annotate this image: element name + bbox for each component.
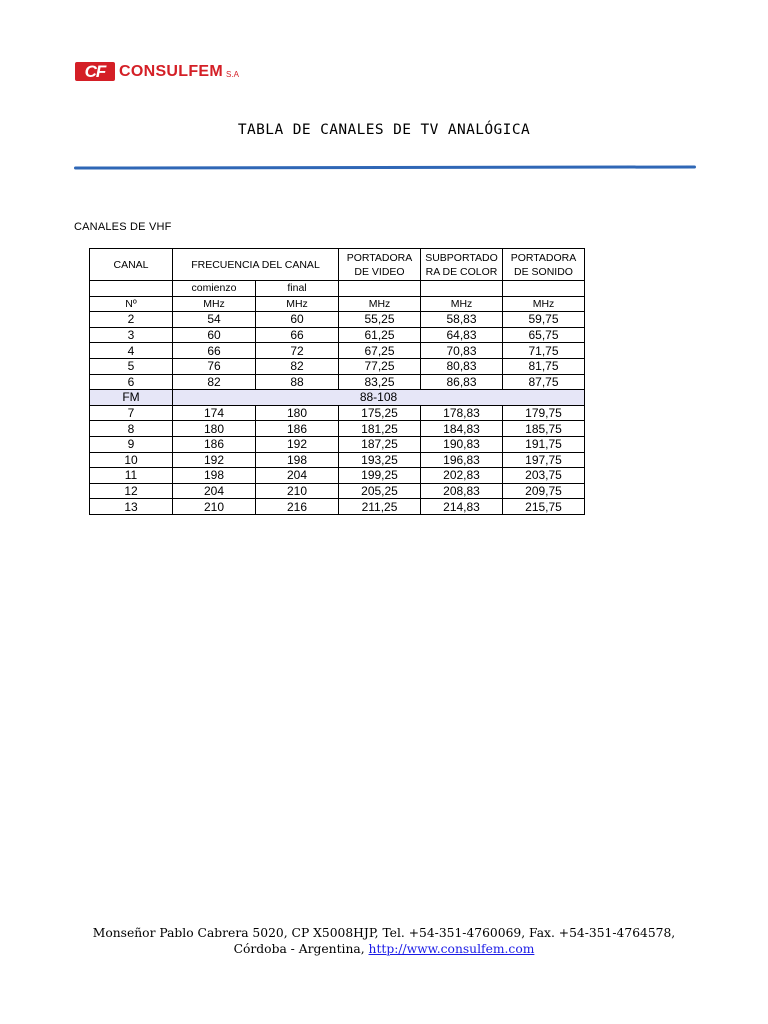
table-cell: 58,83 [421,312,503,328]
table-cell: 5 [90,358,173,374]
table-cell: 67,25 [339,343,421,359]
section-label: CANALES DE VHF [74,221,172,233]
table-cell: 186 [173,436,256,452]
subheader-final: final [256,281,339,297]
logo-mark: CF [75,62,115,81]
table-cell: 198 [256,452,339,468]
table-cell: 186 [256,421,339,437]
table-subheader-row [90,281,585,297]
footer-line-1: Monseñor Pablo Cabrera 5020, CP X5008HJP, Tel. +54-351-4760069, Fax. +54-351-4764578, [92,926,676,940]
table-cell: 181,25 [339,421,421,437]
footer-line-2 [0,941,768,957]
table-row [90,421,585,437]
table-header-row [90,249,585,281]
table-cell: 198 [173,468,256,484]
table-cell: 174 [173,405,256,421]
table-cell: 179,75 [503,405,585,421]
table-cell: 180 [173,421,256,437]
table-cell: 216 [256,499,339,515]
table-cell: 211,25 [339,499,421,515]
table-row [90,405,585,421]
table-cell: 205,25 [339,483,421,499]
table-cell: 65,75 [503,327,585,343]
units-cell: Nº [90,296,173,312]
table-cell: 12 [90,483,173,499]
subheader-empty [90,281,173,297]
table-cell: 180 [256,405,339,421]
table-cell: 185,75 [503,421,585,437]
table-cell: 193,25 [339,452,421,468]
table-row [90,343,585,359]
table-cell: 13 [90,499,173,515]
title-divider [74,165,696,169]
table-cell: 11 [90,468,173,484]
header-canal: CANAL [90,249,173,281]
table-row [90,327,585,343]
table-cell: 6 [90,374,173,390]
subheader-comienzo: comienzo [173,281,256,297]
table-cell: 190,83 [421,436,503,452]
table-cell: 76 [173,358,256,374]
table-cell: 209,75 [503,483,585,499]
table-cell: 66 [173,343,256,359]
table-cell: 8 [90,421,173,437]
table-row [90,483,585,499]
table-cell: 54 [173,312,256,328]
vhf-channel-table [89,248,585,515]
table-row [90,499,585,515]
table-cell: 83,25 [339,374,421,390]
table-row [90,312,585,328]
table-cell: 77,25 [339,358,421,374]
units-cell: MHz [503,296,585,312]
table-row [90,452,585,468]
table-cell: 3 [90,327,173,343]
page-title: TABLA DE CANALES DE TV ANALÓGICA [237,122,531,138]
table-cell: 87,75 [503,374,585,390]
table-cell: 59,75 [503,312,585,328]
header-portadora-video: PORTADORA DE VIDEO [339,249,421,281]
table-cell: 178,83 [421,405,503,421]
units-cell: MHz [173,296,256,312]
website-link[interactable]: http://www.consulfem.com [368,942,535,956]
table-cell: 66 [256,327,339,343]
table-cell: 184,83 [421,421,503,437]
table-cell: 81,75 [503,358,585,374]
table-cell: 80,83 [421,358,503,374]
logo-name: CONSULFEM [119,62,224,80]
table-cell: 9 [90,436,173,452]
units-cell: MHz [256,296,339,312]
table-cell: 196,83 [421,452,503,468]
table-cell: 199,25 [339,468,421,484]
header-frecuencia: FRECUENCIA DEL CANAL [173,249,339,281]
table-cell: 10 [90,452,173,468]
table-cell: 61,25 [339,327,421,343]
table-cell: 187,25 [339,436,421,452]
table-cell: 192 [173,452,256,468]
table-cell: 208,83 [421,483,503,499]
table-cell: 82 [173,374,256,390]
table-cell: 71,75 [503,343,585,359]
table-cell: 203,75 [503,468,585,484]
table-cell: 210 [256,483,339,499]
footer-location: Córdoba - Argentina, [233,942,369,956]
table-cell: 197,75 [503,452,585,468]
table-row [90,374,585,390]
table-row [90,436,585,452]
table-cell: 70,83 [421,343,503,359]
header-portadora-sonido: PORTADORA DE SONIDO [503,249,585,281]
fm-range: 88-108 [173,390,585,406]
table-units-row [90,296,585,312]
table-cell: 202,83 [421,468,503,484]
footer-address [0,925,768,957]
fm-row [90,390,585,406]
table-cell: 210 [173,499,256,515]
subheader-empty [503,281,585,297]
table-cell: 55,25 [339,312,421,328]
table-cell: 214,83 [421,499,503,515]
table-cell: 204 [256,468,339,484]
table-cell: 191,75 [503,436,585,452]
table-cell: 4 [90,343,173,359]
table-cell: 2 [90,312,173,328]
table-row [90,468,585,484]
table-cell: 7 [90,405,173,421]
table-row [90,358,585,374]
subheader-empty [421,281,503,297]
logo-suffix: S.A [226,70,239,79]
table-cell: 215,75 [503,499,585,515]
table-cell: 86,83 [421,374,503,390]
table-cell: 64,83 [421,327,503,343]
table-cell: 72 [256,343,339,359]
units-cell: MHz [421,296,503,312]
table-cell: 88 [256,374,339,390]
table-cell: 175,25 [339,405,421,421]
table-cell: 204 [173,483,256,499]
subheader-empty [339,281,421,297]
table-cell: 60 [173,327,256,343]
table-cell: 82 [256,358,339,374]
table-cell: 192 [256,436,339,452]
company-logo [75,62,239,81]
units-cell: MHz [339,296,421,312]
header-subportadora: SUBPORTADO RA DE COLOR [421,249,503,281]
table-cell: 60 [256,312,339,328]
fm-label: FM [90,390,173,406]
